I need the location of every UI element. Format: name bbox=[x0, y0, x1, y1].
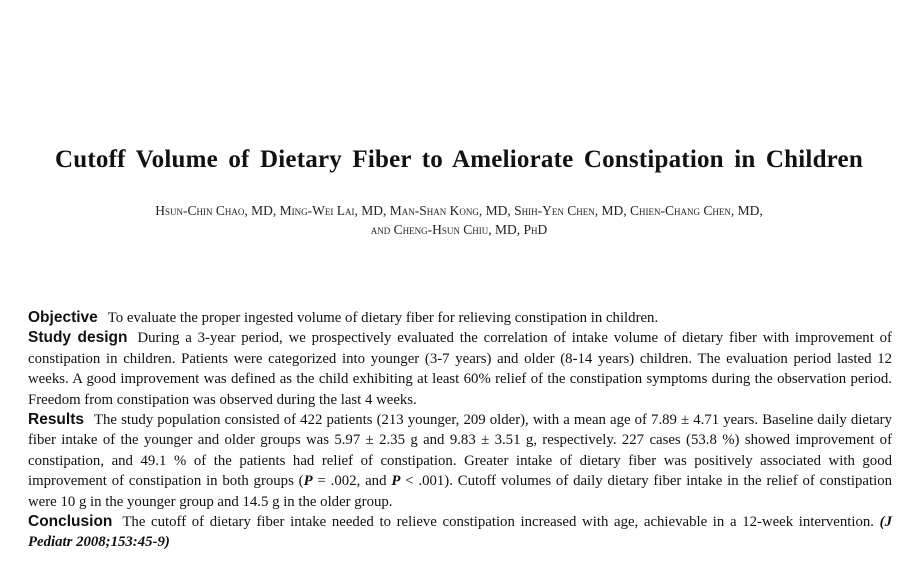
journal-citation: (J Pediatr 2008;153:45-9) bbox=[28, 514, 892, 551]
study-design-text: During a 3-year period, we prospectively evaluated the correlation of intake volume of dietary fiber with improvement of constipation in children. Patients were categorized into younger (3-7 years) and older (8-14 years) children. The evaluation period lasted 12 weeks. A good improvement was defined as the child exhibiting at least 60% relief of the constipation symptoms during the observation period. Freedom from constipation was observed during the last 4 weeks. bbox=[28, 330, 892, 408]
p-value-symbol-1: P bbox=[303, 473, 313, 490]
article-title: Cutoff Volume of Dietary Fiber to Ameliorate Constipation in Children bbox=[55, 146, 863, 173]
objective-label: Objective bbox=[28, 309, 98, 326]
objective-text: To evaluate the proper ingested volume of dietary fiber for relieving constipation in children. bbox=[107, 310, 659, 326]
author-line-1: Hsun-Chin Chao, MD, Ming-Wei Lai, MD, Man-Shan Kong, MD, Shih-Yen Chen, MD, Chien-Chang Chen, MD, bbox=[155, 203, 763, 218]
abstract-objective bbox=[28, 308, 892, 328]
author-list bbox=[0, 201, 918, 239]
abstract bbox=[28, 308, 892, 553]
conclusion-label: Conclusion bbox=[28, 513, 113, 531]
study-design-label: Study design bbox=[28, 329, 128, 347]
abstract-results bbox=[28, 410, 892, 512]
results-label: Results bbox=[28, 411, 84, 429]
abstract-conclusion bbox=[28, 512, 892, 553]
p-value-symbol-2: P bbox=[391, 473, 401, 490]
results-text-c: < .001). Cutoff volumes of daily dietary fiber intake in the relief of constipation were 10 g in the younger group and 14.5 g in the older group. bbox=[28, 473, 892, 510]
conclusion-text: The cutoff of dietary fiber intake needed to relieve constipation increased with age, achievable in a 12-week intervention. bbox=[122, 514, 874, 531]
author-line-2: and Cheng-Hsun Chiu, MD, PhD bbox=[370, 222, 548, 237]
abstract-study-design bbox=[28, 328, 892, 410]
results-text-a: The study population consisted of 422 patients (213 younger, 209 older), with a mean age of 7.89 ± 4.71 years. Baseline daily dietary fiber intake of the younger and older groups was 5.97 ± 2.35 g and 9.83 ± 3.51 g, respectively. 227 cases (53.8 %) showed improvement of constipation, and 49.1 % of the patients had relief of constipation. Greater intake of dietary fiber was positively associated with good improvement of constipation in both groups ( bbox=[28, 412, 892, 490]
results-text-b: = .002, and bbox=[312, 473, 392, 490]
